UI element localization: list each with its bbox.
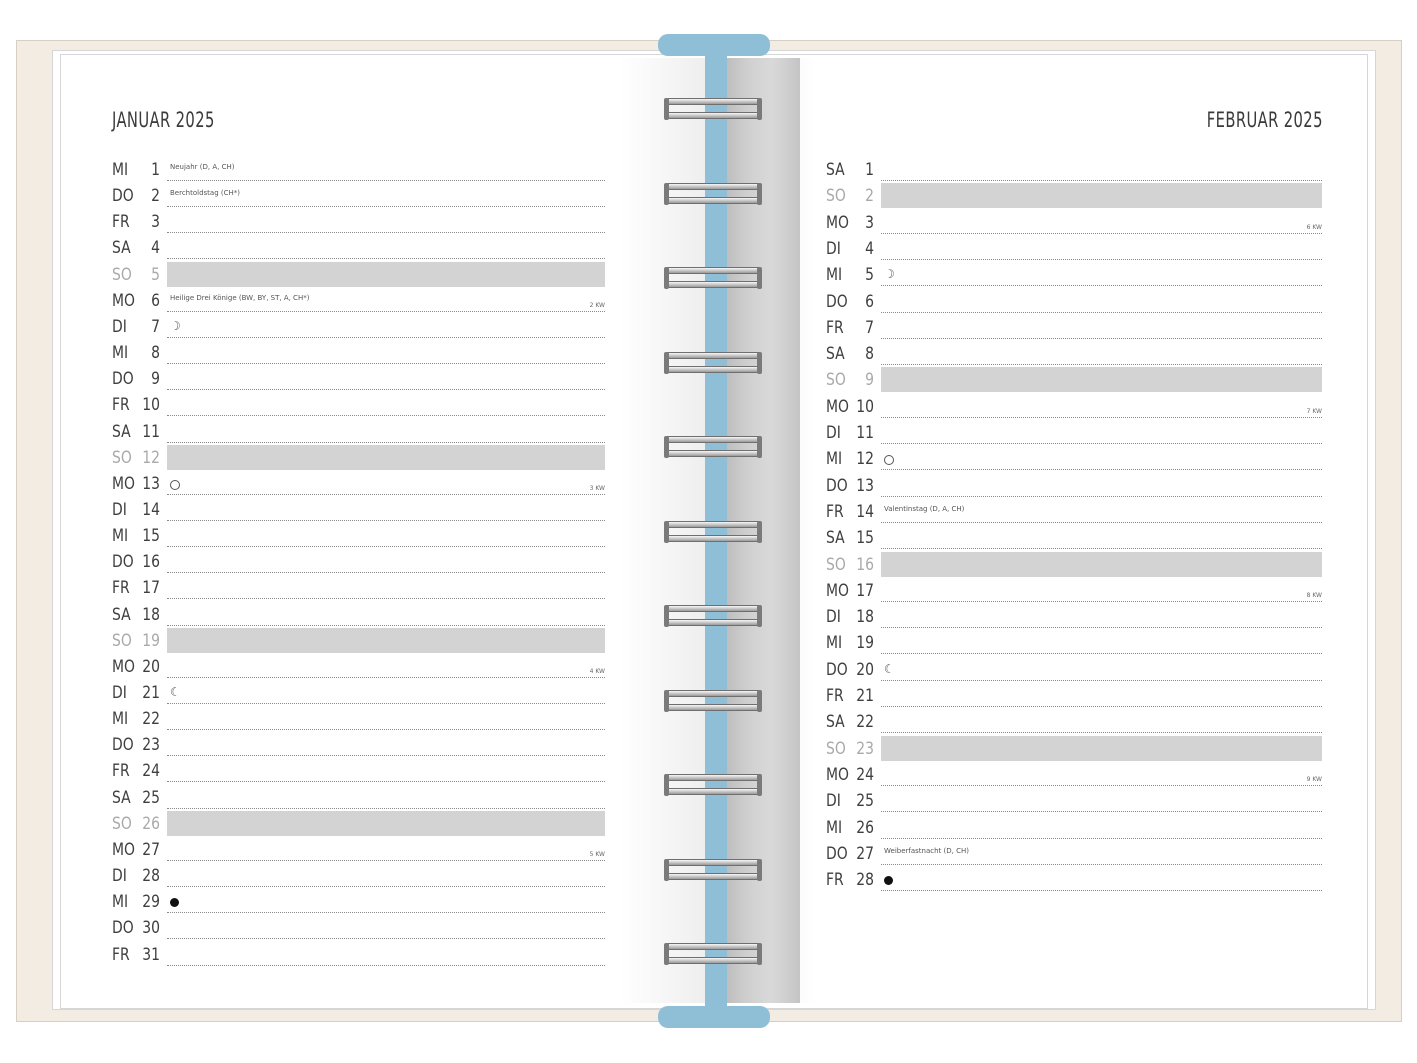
- weekday-label: DO: [826, 291, 848, 312]
- day-row[interactable]: [826, 763, 1322, 789]
- day-number: 28: [856, 870, 874, 891]
- day-row[interactable]: [112, 629, 605, 655]
- day-number: 15: [856, 528, 874, 549]
- day-number: 8: [151, 343, 160, 364]
- writing-line: [881, 469, 1322, 470]
- writing-line: [167, 180, 605, 181]
- day-row[interactable]: [826, 710, 1322, 736]
- last-quarter-moon-icon: ☾: [884, 661, 895, 676]
- day-number: 16: [856, 554, 874, 575]
- day-row[interactable]: [826, 684, 1322, 710]
- writing-line: [881, 496, 1322, 497]
- writing-line: [167, 886, 605, 887]
- day-row[interactable]: [112, 890, 605, 916]
- weekday-label: FR: [112, 944, 130, 965]
- writing-line: [881, 233, 1322, 234]
- weekday-label: DO: [112, 552, 134, 573]
- binding-ring: [664, 350, 762, 380]
- weekday-label: SO: [826, 554, 846, 575]
- weekday-label: DI: [826, 607, 841, 628]
- day-row[interactable]: [826, 789, 1322, 815]
- day-row[interactable]: [112, 472, 605, 498]
- weekday-label: DI: [826, 791, 841, 812]
- sunday-shade: [167, 445, 605, 470]
- weekday-label: FR: [112, 761, 130, 782]
- weekday-label: SO: [826, 738, 846, 759]
- day-row[interactable]: [826, 263, 1322, 289]
- day-number: 7: [151, 316, 160, 337]
- writing-line: [167, 363, 605, 364]
- day-number: 13: [142, 473, 160, 494]
- weekday-label: MO: [112, 473, 136, 494]
- day-number: 3: [151, 212, 160, 233]
- writing-line: [167, 311, 605, 312]
- writing-line: [881, 338, 1322, 339]
- binding-ring: [664, 519, 762, 549]
- week-number: 4 KW: [589, 667, 605, 675]
- day-row[interactable]: [826, 211, 1322, 237]
- weekday-label: DO: [112, 735, 134, 756]
- sunday-shade: [167, 628, 605, 653]
- weekday-label: SA: [112, 238, 131, 259]
- day-row[interactable]: [112, 289, 605, 315]
- weekday-label: FR: [826, 501, 844, 522]
- day-number: 12: [856, 449, 874, 470]
- day-number: 2: [151, 186, 160, 207]
- weekday-label: DO: [826, 843, 848, 864]
- day-row[interactable]: [112, 341, 605, 367]
- day-row[interactable]: [112, 838, 605, 864]
- day-number: 22: [856, 712, 874, 733]
- writing-line: [881, 706, 1322, 707]
- day-number: 12: [142, 447, 160, 468]
- weekday-label: DI: [112, 683, 127, 703]
- weekday-label: DO: [826, 475, 848, 496]
- writing-line: [167, 755, 605, 756]
- weekday-label: MO: [826, 580, 850, 601]
- week-number: 6 KW: [1306, 223, 1322, 231]
- day-row[interactable]: [826, 868, 1322, 894]
- day-number: 31: [142, 944, 160, 965]
- writing-line: [881, 864, 1322, 865]
- holiday-note: Weiberfastnacht (D, CH): [884, 846, 969, 855]
- weekday-label: DO: [826, 659, 848, 680]
- sunday-shade: [881, 736, 1322, 761]
- day-row[interactable]: [112, 393, 605, 419]
- writing-line: [167, 232, 605, 233]
- writing-line: [167, 520, 605, 521]
- writing-line: [881, 285, 1322, 286]
- day-number: 8: [865, 344, 874, 365]
- weekday-label: DI: [826, 238, 841, 259]
- day-row[interactable]: [112, 315, 605, 341]
- day-row[interactable]: [112, 498, 605, 524]
- weekday-label: FR: [826, 870, 844, 891]
- sunday-shade: [881, 367, 1322, 392]
- weekday-label: SA: [826, 712, 845, 733]
- weekday-label: MO: [826, 396, 850, 417]
- day-number: 21: [856, 686, 874, 706]
- writing-line: [167, 912, 605, 913]
- week-number: 3 KW: [589, 484, 605, 492]
- day-number: 20: [142, 656, 160, 677]
- weekday-label: MO: [826, 764, 850, 785]
- first-quarter-moon-icon: ☽: [170, 318, 181, 333]
- day-row[interactable]: [826, 395, 1322, 421]
- writing-line: [167, 572, 605, 573]
- day-row[interactable]: [112, 263, 605, 289]
- day-number: 23: [142, 735, 160, 756]
- day-row[interactable]: [826, 158, 1322, 184]
- binding-ring: [664, 603, 762, 633]
- day-number: 25: [142, 787, 160, 808]
- writing-line: [881, 259, 1322, 260]
- day-row[interactable]: [112, 420, 605, 446]
- day-number: 27: [856, 843, 874, 864]
- weekday-label: SO: [112, 447, 132, 468]
- holiday-note: Heilige Drei Könige (BW, BY, ST, A, CH*): [170, 293, 310, 302]
- day-number: 10: [142, 395, 160, 416]
- binding-ring: [664, 96, 762, 126]
- weekday-label: SA: [112, 421, 131, 442]
- weekday-label: SA: [826, 160, 845, 180]
- writing-line: [167, 546, 605, 547]
- day-row[interactable]: [826, 500, 1322, 526]
- writing-line: [881, 601, 1322, 602]
- sunday-shade: [881, 183, 1322, 208]
- day-row[interactable]: [112, 916, 605, 942]
- day-row[interactable]: [826, 553, 1322, 579]
- day-number: 19: [142, 630, 160, 651]
- writing-line: [881, 443, 1322, 444]
- day-number: 15: [142, 526, 160, 547]
- day-number: 5: [865, 265, 874, 286]
- weekday-label: DI: [112, 499, 127, 520]
- day-number: 11: [856, 423, 874, 443]
- weekday-label: FR: [112, 578, 130, 599]
- writing-line: [881, 838, 1322, 839]
- binding-ring: [664, 857, 762, 887]
- day-row[interactable]: [826, 421, 1322, 447]
- writing-line: [167, 938, 605, 939]
- day-row[interactable]: [112, 707, 605, 733]
- writing-line: [881, 653, 1322, 654]
- day-number: 13: [856, 475, 874, 496]
- day-number: 9: [151, 369, 160, 390]
- new-moon-icon: [884, 876, 893, 885]
- weekday-label: FR: [826, 317, 844, 338]
- writing-line: [881, 417, 1322, 418]
- day-number: 24: [142, 761, 160, 782]
- day-row[interactable]: [826, 631, 1322, 657]
- day-row[interactable]: [112, 367, 605, 393]
- weekday-label: MI: [112, 892, 129, 913]
- day-number: 21: [142, 683, 160, 703]
- weekday-label: DO: [112, 369, 134, 390]
- day-row[interactable]: [112, 603, 605, 629]
- writing-line: [167, 206, 605, 207]
- february-title: FEBRUAR 2025: [1206, 108, 1323, 132]
- day-number: 23: [856, 738, 874, 759]
- day-row[interactable]: [112, 655, 605, 681]
- day-row[interactable]: [112, 812, 605, 838]
- writing-line: [167, 781, 605, 782]
- writing-line: [881, 811, 1322, 812]
- day-number: 3: [865, 212, 874, 233]
- day-row[interactable]: [826, 184, 1322, 210]
- binding-ring: [664, 434, 762, 464]
- day-row[interactable]: [112, 524, 605, 550]
- day-number: 7: [865, 317, 874, 338]
- writing-line: [881, 364, 1322, 365]
- writing-line: [167, 337, 605, 338]
- sunday-shade: [167, 811, 605, 836]
- weekday-label: FR: [826, 686, 844, 706]
- weekday-label: SA: [826, 528, 845, 549]
- writing-line: [167, 389, 605, 390]
- binding-ring: [664, 772, 762, 802]
- binding-ring: [664, 181, 762, 211]
- weekday-label: FR: [112, 395, 130, 416]
- writing-line: [881, 732, 1322, 733]
- full-moon-icon: [884, 455, 894, 465]
- day-row[interactable]: [112, 864, 605, 890]
- day-row[interactable]: [826, 526, 1322, 552]
- full-moon-icon: [170, 480, 180, 490]
- weekday-label: MI: [826, 449, 843, 470]
- weekday-label: MI: [112, 526, 129, 547]
- writing-line: [167, 598, 605, 599]
- weekday-label: DO: [112, 186, 134, 207]
- day-row[interactable]: [826, 474, 1322, 500]
- week-number: 9 KW: [1306, 775, 1322, 783]
- day-number: 29: [142, 892, 160, 913]
- weekday-label: SO: [826, 370, 846, 391]
- day-number: 6: [151, 290, 160, 311]
- weekday-label: MI: [112, 709, 129, 730]
- day-row[interactable]: [112, 733, 605, 759]
- week-number: 2 KW: [589, 301, 605, 309]
- day-number: 14: [856, 501, 874, 522]
- day-number: 5: [151, 264, 160, 285]
- writing-line: [167, 442, 605, 443]
- writing-line: [167, 860, 605, 861]
- day-row[interactable]: [826, 290, 1322, 316]
- day-number: 30: [142, 918, 160, 939]
- writing-line: [881, 180, 1322, 181]
- day-number: 28: [142, 866, 160, 887]
- weekday-label: MO: [112, 839, 136, 860]
- weekday-label: MI: [826, 817, 843, 838]
- day-number: 10: [856, 396, 874, 417]
- day-number: 4: [151, 238, 160, 259]
- writing-line: [167, 258, 605, 259]
- weekday-label: SA: [112, 787, 131, 808]
- weekday-label: DO: [112, 918, 134, 939]
- writing-line: [881, 548, 1322, 549]
- day-number: 24: [856, 764, 874, 785]
- day-number: 26: [856, 817, 874, 838]
- day-number: 6: [865, 291, 874, 312]
- holiday-note: Valentinstag (D, A, CH): [884, 504, 965, 513]
- writing-line: [167, 494, 605, 495]
- day-number: 1: [865, 160, 874, 180]
- writing-line: [167, 677, 605, 678]
- day-row[interactable]: [112, 550, 605, 576]
- weekday-label: SO: [112, 813, 132, 834]
- new-moon-icon: [170, 898, 179, 907]
- writing-line: [167, 415, 605, 416]
- january-title: JANUAR 2025: [112, 108, 215, 132]
- day-row[interactable]: [112, 210, 605, 236]
- weekday-label: DI: [112, 866, 127, 887]
- day-row[interactable]: [826, 447, 1322, 473]
- first-quarter-moon-icon: ☽: [884, 267, 895, 282]
- day-row[interactable]: [826, 816, 1322, 842]
- writing-line: [881, 627, 1322, 628]
- writing-line: [167, 729, 605, 730]
- weekday-label: SO: [826, 186, 846, 207]
- day-number: 20: [856, 659, 874, 680]
- day-number: 18: [142, 604, 160, 625]
- binding-ring: [664, 941, 762, 971]
- writing-line: [881, 680, 1322, 681]
- weekday-label: SA: [112, 604, 131, 625]
- holiday-note: Berchtoldstag (CH*): [170, 189, 240, 198]
- weekday-label: MO: [112, 656, 136, 677]
- weekday-label: MI: [112, 343, 129, 364]
- day-row[interactable]: [112, 576, 605, 602]
- day-row[interactable]: [826, 658, 1322, 684]
- weekday-label: DI: [112, 316, 127, 337]
- weekday-label: DI: [826, 423, 841, 443]
- weekday-label: MO: [112, 290, 136, 311]
- writing-line: [881, 785, 1322, 786]
- day-row[interactable]: [112, 236, 605, 262]
- day-number: 4: [865, 238, 874, 259]
- sunday-shade: [167, 262, 605, 287]
- day-row[interactable]: [826, 842, 1322, 868]
- day-number: 26: [142, 813, 160, 834]
- day-row[interactable]: [112, 446, 605, 472]
- writing-line: [167, 965, 605, 966]
- day-row[interactable]: [112, 184, 605, 210]
- writing-line: [167, 703, 605, 704]
- day-row[interactable]: [112, 943, 605, 969]
- writing-line: [881, 890, 1322, 891]
- day-number: 25: [856, 791, 874, 812]
- weekday-label: MO: [826, 212, 850, 233]
- last-quarter-moon-icon: ☾: [170, 685, 181, 699]
- day-number: 9: [865, 370, 874, 391]
- day-row[interactable]: [826, 737, 1322, 763]
- day-number: 2: [865, 186, 874, 207]
- day-number: 18: [856, 607, 874, 628]
- day-number: 1: [151, 160, 160, 180]
- day-number: 11: [142, 421, 160, 442]
- holiday-note: Neujahr (D, A, CH): [170, 163, 235, 171]
- binding-ring: [664, 265, 762, 295]
- day-row[interactable]: [112, 158, 605, 184]
- writing-line: [881, 522, 1322, 523]
- day-row[interactable]: [826, 316, 1322, 342]
- weekday-label: SA: [826, 344, 845, 365]
- week-number: 7 KW: [1306, 407, 1322, 415]
- week-number: 8 KW: [1306, 591, 1322, 599]
- day-row[interactable]: [826, 579, 1322, 605]
- weekday-label: FR: [112, 212, 130, 233]
- day-row[interactable]: [826, 342, 1322, 368]
- day-row[interactable]: [112, 786, 605, 812]
- weekday-label: MI: [112, 160, 129, 180]
- day-number: 22: [142, 709, 160, 730]
- writing-line: [881, 312, 1322, 313]
- day-number: 14: [142, 499, 160, 520]
- day-row[interactable]: [112, 759, 605, 785]
- writing-line: [167, 808, 605, 809]
- day-number: 27: [142, 839, 160, 860]
- weekday-label: SO: [112, 264, 132, 285]
- day-row[interactable]: [826, 237, 1322, 263]
- weekday-label: MI: [826, 633, 843, 654]
- day-number: 17: [142, 578, 160, 599]
- day-row[interactable]: [826, 605, 1322, 631]
- weekday-label: SO: [112, 630, 132, 651]
- sunday-shade: [881, 552, 1322, 577]
- day-row[interactable]: [112, 681, 605, 707]
- day-row[interactable]: [826, 368, 1322, 394]
- binding-ring: [664, 688, 762, 718]
- day-number: 17: [856, 580, 874, 601]
- writing-line: [167, 625, 605, 626]
- day-number: 16: [142, 552, 160, 573]
- day-number: 19: [856, 633, 874, 654]
- week-number: 5 KW: [589, 850, 605, 858]
- weekday-label: MI: [826, 265, 843, 286]
